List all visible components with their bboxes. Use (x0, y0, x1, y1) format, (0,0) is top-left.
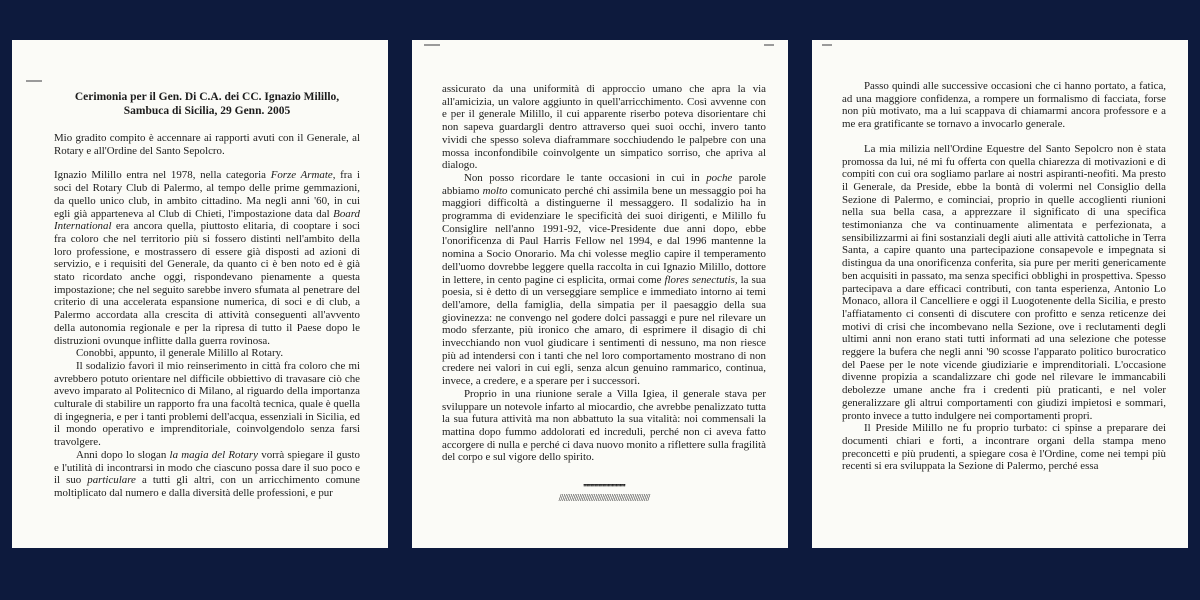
document-page-1 (12, 40, 388, 548)
separator (442, 484, 766, 504)
separator-top: '''''''''''''''''''''''''''''''''''''''''''''''''''' (583, 483, 625, 495)
scan-mark (424, 44, 440, 46)
separator-bottom: /////////////////////////////////////////////////// (558, 493, 650, 505)
paragraph: Il Preside Milillo ne fu proprio turbato: ci spinse a preparare dei documenti chiari e forti, a incontrare organi della stampa meno preconcetti e più prudenti, a spiegare cosa è l'Ordine, come nei tempi più recenti si era sviluppata la Sezione di Palermo, perché essa (842, 422, 1166, 473)
document-page-2 (412, 40, 788, 548)
intro-paragraph: Mio gradito compito è accennare ai rapporti avuti con il Generale, al Rotary e all'Ordine del Santo Sepolcro. (54, 132, 360, 157)
paragraph: Non posso ricordare le tante occasioni in cui in poche parole abbiamo molto comunicato perché chi assimila bene un messaggio poi ha maggiori difficoltà a distinguerne il messaggero. Il sodalizio ha in programma di evidenziare le specificità dei suoi dirigenti, e Milillo fu Consiglire nell'anno 1991-92, vice-Presidente due anni dopo, ebbe l'onorificenza di Paul Harris Fellow nel 1994, e dal 1996 mantenne la nomina a Socio Onorario. Ma chi volesse meglio capire il temperamento dell'uomo dovrebbe leggere quella raccolta in cui Ignazio Milillo, dottore in lettere, in cento pagine ci esplicita, ormai come flores senectutis, la sua poesia, si è detto di un verseggiare semplice e immediato intorno ai temi dell'amore, della famiglia, della simpatia per il paesaggio della sua giovinezza: ne convengo nel godere dolci passaggi e pure nel rilevare un modo sferzante, più ironico che amaro, di esprimere il disagio di chi invecchiando non vuol giudicare i sentimenti di nessuno, ma non riesce più ad intendersi con i tanti che nel loro comportamento mostrano di non credere nei valori in cui egli, senza alcun genuino rammarico, continua, invece, a credere, e a sperare per i successori. (442, 171, 766, 388)
scan-mark (822, 44, 832, 46)
paragraph: Ignazio Milillo entra nel 1978, nella categoria Forze Armate, fra i soci del Rotary Club di Palermo, al tempo delle prime gemmazioni, da quello unico club, in ambito cittadino. Ma negli anni '60, in cui egli già apparteneva al Club di Chieti, l'impostazione data dal Board International era ancora quella, piuttosto elitaria, di cooptare i soci fra coloro che nel territorio più si fossero distinti nell'ambito della loro professione, e mostrassero di essere già disposti ad azioni di servizio, e i requisiti del Generale, da quanto ci è ben noto ed è già stato ricordato anche oggi, rispondevano pienamente a questa impostazione; che nel seguito sarebbe invero sfumata al penetrare del criterio di una accelerata espansione numerica, di soci e di club, a Palermo accordata alla crescita di attività conseguenti all'avvento della autonomia regionale e per la ripresa di tutto il Paese dopo le distruzioni ovunque inflitte dalla guerra rovinosa. (54, 169, 361, 347)
paragraph: Anni dopo lo slogan la magia del Rotary vorrà spiegare il gusto e l'utilità di incontrarsi in modo che ciascuno possa dare il suo poco e il suo particulare a tutti gli altri, con un arricchimento comune moltiplicato dal numero e dalla diversità delle professioni, e pur (54, 448, 360, 499)
title-line-1: Cerimonia per il Gen. Di C.A. dei CC. Ignazio Milillo, (74, 91, 340, 103)
paragraph: Passo quindi alle successive occasioni che ci hanno portato, a fatica, ad una maggiore confidenza, a rompere un formalismo di facciata, forse non più motivato, ma a lui scappava di chiamarmi ancora professore e a me era gratificante se tornavo a invocarlo generale. (842, 80, 1166, 131)
scan-mark (764, 44, 774, 46)
title-line-2: Sambuca di Sicilia, 29 Genn. 2005 (123, 105, 291, 117)
paragraph: Il sodalizio favorì il mio reinserimento in città fra coloro che mi avrebbero potuto orientare nel difficile obbiettivo di travasare ciò che avevo imparato al Politecnico di Milano, al riguardo della importanza culturale di stabilire un rapporto fra una facoltà tecnica, quale è quella di ingegneria, e per i tanti problemi dell'acqua, essenziali in Sicilia, ed il mondo operativo e imprenditoriale, coinvolgendolo senza farsi travolgere. (54, 359, 360, 449)
paragraph: assicurato da una uniformità di approccio umano che apra la via all'amicizia, un valore aggiunto in quell'arricchimento. Così avvenne con e per il generale Milillo, il cui apparente riserbo poteva disorientare chi non sapeva guardargli dentro attraverso quei suoi occhi, invero tanto vividi che spesso soleva diaframmare socchiudendo le palpebre con una mossa inconfondibile coinvolgente un simpatico sorriso, che apriva al dialogo. (442, 83, 766, 172)
document-page-3 (812, 40, 1188, 548)
scan-mark (26, 80, 42, 82)
paragraph: Conobbi, appunto, il generale Milillo al Rotary. (76, 347, 284, 360)
page-title (54, 90, 360, 118)
paragraph: Proprio in una riunione serale a Villa Igiea, il generale stava per sviluppare un notevole infarto al miocardio, che avrebbe penalizzato tutta la sua futura attività ma non abbattuto la sua vitalità: noi commensali la mattina dopo fummo addolorati ed increduli, perché non ci aveva fatto accorgere di nulla e perché ci dava nuovo monito a riflettere sulla fragilità del corpo e sul vigore dello spirito. (442, 387, 766, 464)
paragraph: La mia milizia nell'Ordine Equestre del Santo Sepolcro non è stata promossa da lui, né mi fu offerta con quella chiarezza di motivazioni e di compiti con cui ora sogliamo parlare ai nostri aspiranti-neofiti. Ma presto il Generale, da Preside, ebbe la bontà di volermi nel Consiglio della Sezione di Palermo, e cominciai, proprio in quelle accoglienti riunioni nella sua bella casa, a apprezzare il significato di una specifica testimonianza che va continuamente alimentata e perfezionata, a sensibilizzarmi ai fini sostanziali degli aiuti alle attività cattoliche in Terra Santa, a capire quanto una partecipazione consapevole e impegnata si distingua da una onorificenza conferita, sia pure per meriti genericamente ben acquisiti in passato, ma senza specifici obblighi in prospettiva. Spesso partecipava a dare efficaci contributi, con tanta esperienza, Antonio Lo Monaco, allora il Cancelliere e oggi il Luogotenente della Sicilia, e presto l'affiatamento ci consentì di discutere con profitto e senza reticenze dei motivi di crisi che incombevano nella Sezione, ove i reclutamenti degli ultimi anni non erano stati tutti informati ad una selezione che potesse reggere la bufera che negli anni '90 scosse l'apparato politico burocratico del Paese per le note vicende giudiziarie e imprenditoriali. L'occasione divenne propizia a scandalizzare chi gode nel rilevare le immancabili debolezze umane anche fra i credenti più praticanti, e nel voler generalizzare gli altrui comportamenti con giudizi impietosi e sommari, pronto invece a tutto indulgere nei comportamenti propri. (842, 142, 1166, 422)
